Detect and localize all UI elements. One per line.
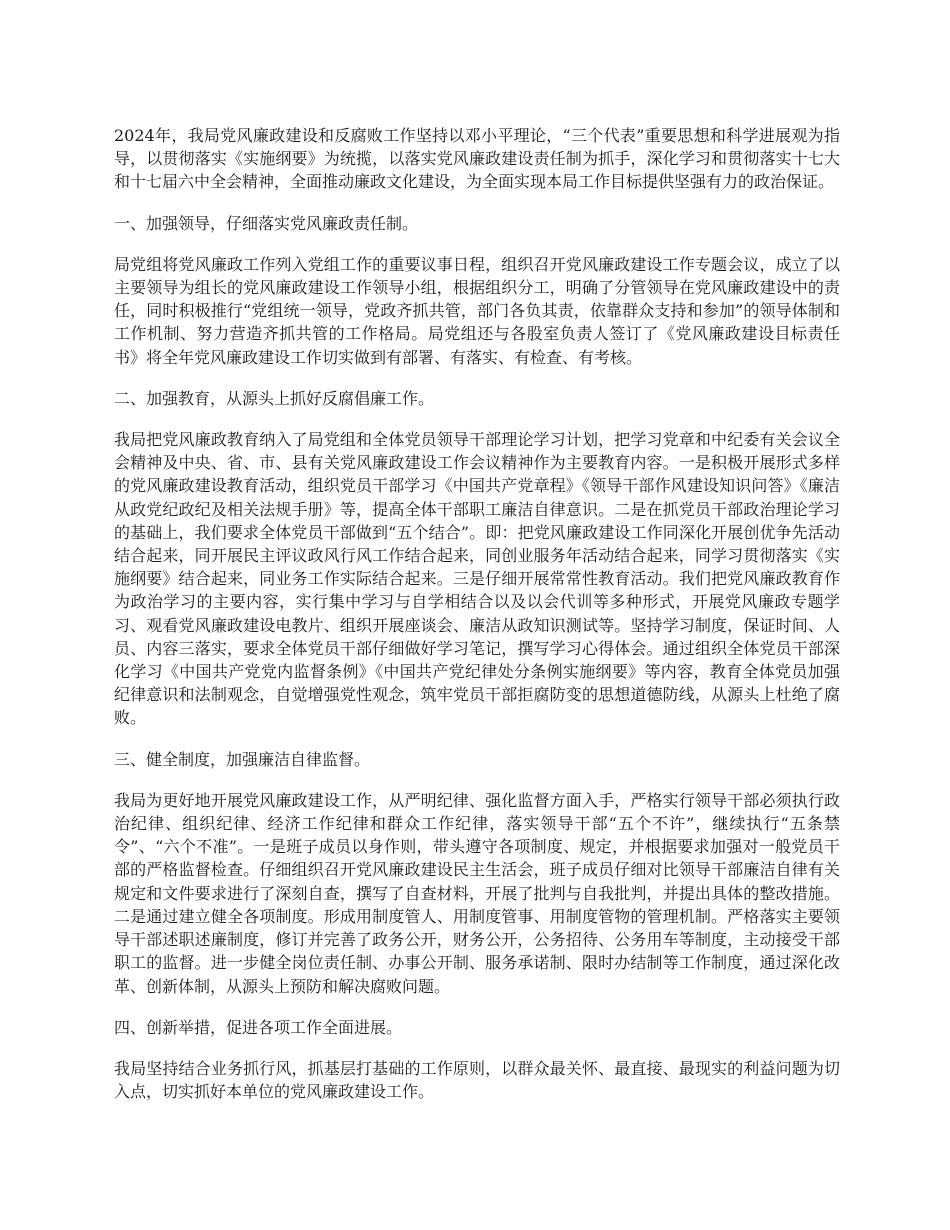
section-body-3: 我局为更好地开展党风廉政建设工作，从严明纪律、强化监督方面入手，严格实行领导干部必须执行政治纪律、组织纪律、经济工作纪律和群众工作纪律，落实领导干部“五个不许”，继续执行“五条禁令”、“六个不准”。一是班子成员以身作则，带头遵守各项制度、规定，并根据要求加强对一般党员干部的严格监督检查。仔细组织召开党风廉政建设民主生活会，班子成员仔细对比领导干部廉洁自律有关规定和文件要求进行了深刻自查，撰写了自查材料，开展了批判与自我批判，并提出具体的整改措施。二是通过建立健全各项制度。形成用制度管人、用制度管事、用制度管物的管理机制。严格落实主要领导干部述职述廉制度，修订并完善了政务公开，财务公开，公务招待、公务用车等制度，主动接受干部职工的监督。进一步健全岗位责任制、办事公开制、服务承诺制、限时办结制等工作制度，通过深化改革、创新体制，从源头上预防和解决腐败问题。 <box>114 790 840 996</box>
section-body-1: 局党组将党风廉政工作列入党组工作的重要议事日程，组织召开党风廉政建设工作专题会议，成立了以主要领导为组长的党风廉政建设工作领导小组，根据组织分工，明确了分管领导在党风廉政建设中的责任，同时积极推行“党组统一领导，党政齐抓共管，部门各负其责，依靠群众支持和参加”的领导体制和工作机制、努力营造齐抓共管的工作格局。局党组还与各股室负责人签订了《党风廉政建设目标责任书》将全年党风廉政建设工作切实做到有部署、有落实、有检查、有考核。 <box>114 254 840 367</box>
section-heading-2: 二、加强教育，从源头上抓好反腐倡廉工作。 <box>114 388 435 408</box>
section-body-2: 我局把党风廉政教育纳入了局党组和全体党员领导干部理论学习计划，把学习党章和中纪委有关会议全会精神及中央、省、市、县有关党风廉政建设工作会议精神作为主要教育内容。一是积极开展形式多样的党风廉政建设教育活动，组织党员干部学习《中国共产党章程》《领导干部作风建设知识问答》《廉洁从政党纪政纪及相关法规手册》等，提高全体干部职工廉洁自律意识。二是在抓党员干部政治理论学习的基础上，我们要求全体党员干部做到“五个结合”。即：把党风廉政建设工作同深化开展创优争先活动结合起来，同开展民主评议政风行风工作结合起来，同创业服务年活动结合起来，同学习贯彻落实《实施纲要》结合起来，同业务工作实际结合起来。三是仔细开展常常性教育活动。我们把党风廉政教育作为政治学习的主要内容，实行集中学习与自学相结合以及以会代训等多种形式，开展党风廉政专题学习、观看党风廉政建设电教片、组织开展座谈会、廉洁从政知识测试等。坚持学习制度，保证时间、人员、内容三落实，要求全体党员干部仔细做好学习笔记，撰写学习心得体会。通过组织全体党员干部深化学习《中国共产党党内监督条例》《中国共产党纪律处分条例实施纲要》等内容，教育全体党员加强纪律意识和法制观念，自觉增强党性观念，筑牢党员干部拒腐防变的思想道德防线，从源头上杜绝了腐败。 <box>114 430 840 728</box>
section-heading-1: 一、加强领导，仔细落实党风廉政责任制。 <box>114 213 419 233</box>
section-body-4: 我局坚持结合业务抓行风，抓基层打基础的工作原则，以群众最关怀、最直接、最现实的利益问题为切入点，切实抓好本单位的党风廉政建设工作。 <box>114 1058 840 1102</box>
document-page <box>114 124 840 1121</box>
section-heading-3: 三、健全制度，加强廉洁自律监督。 <box>114 749 371 769</box>
intro-paragraph: 2024年，我局党风廉政建设和反腐败工作坚持以邓小平理论，“三个代表”重要思想和科学进展观为指导，以贯彻落实《实施纲要》为统揽，以落实党风廉政建设责任制为抓手，深化学习和贯彻落实十七大和十七届六中全会精神，全面推动廉政文化建设，为全面实现本局工作目标提供坚强有力的政治保证。 <box>114 126 840 192</box>
section-heading-4: 四、创新举措，促进各项工作全面进展。 <box>114 1017 403 1037</box>
